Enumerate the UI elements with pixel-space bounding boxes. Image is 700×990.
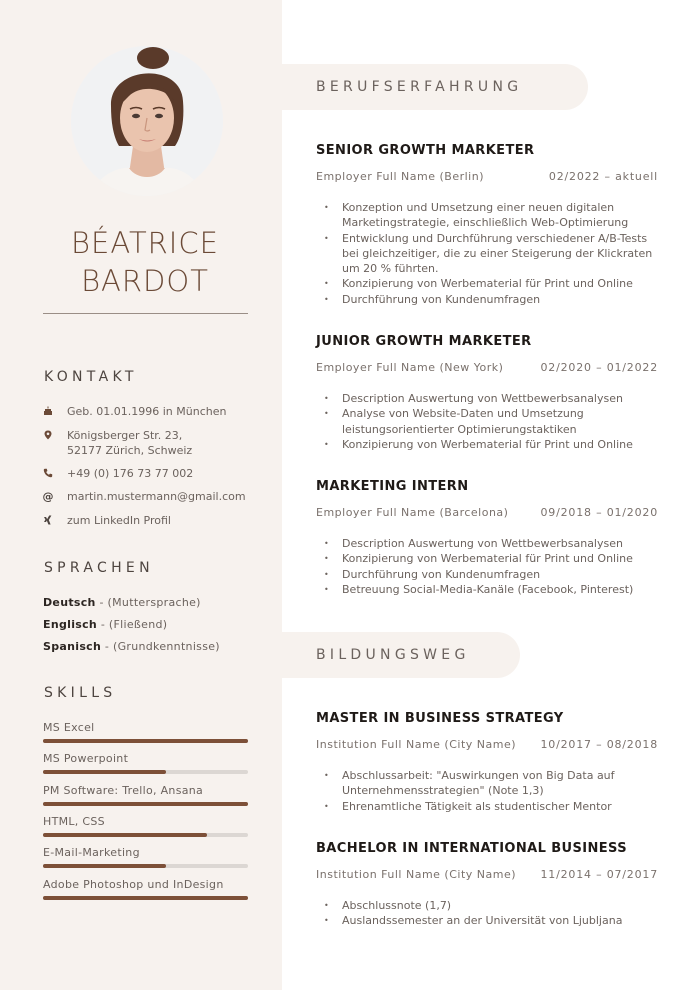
skill-bar-fill [43,739,248,743]
contact-heading: KONTAKT [44,369,138,385]
skill-bar-fill [43,896,248,900]
skill-label: E-Mail-Marketing [43,846,140,859]
skill-bar-fill [43,770,166,774]
last-name: BARDOT [81,264,209,298]
job-title: MARKETING INTERN [316,479,469,494]
skill-bar-fill [43,833,207,837]
list-item: • Analyse von Website-Daten und Umsetzung leistungsorientierter Optimierungstaktiken [324,406,654,437]
skill-bar [43,739,248,743]
skill-label: PM Software: Trello, Ansana [43,784,204,797]
list-item: • Konzeption und Umsetzung einer neuen digitalen Marketingstrategie, einschließlich Web-Optimierung [324,200,654,231]
list-item: • Description Auswertung von Wettbewerbsanalysen [324,391,654,406]
skill-bar [43,833,248,837]
skill-bar [43,770,248,774]
job-dates: 02/2020 – 01/2022 [540,361,658,374]
list-item: • Ehrenamtliche Tätigkeit als studentischer Mentor [324,799,654,814]
list-item: • Durchführung von Kundenumfragen [324,292,654,307]
institution-name: Institution Full Name (City Name) [316,868,517,881]
cake-icon [43,406,53,416]
language-spanish: Spanisch - (Grundkenntnisse) [43,640,220,653]
skill-bar [43,864,248,868]
skill-bar-fill [43,802,248,806]
contact-address: Königsberger Str. 23, 52177 Zürich, Schweiz [43,428,263,458]
contact-email[interactable]: @ martin.mustermann@gmail.com [42,489,246,503]
education-heading: BILDUNGSWEG [316,647,470,663]
profile-photo [71,46,223,196]
language-german: Deutsch - (Muttersprache) [43,596,201,609]
location-pin-icon [43,430,53,440]
skill-label: MS Excel [43,721,95,734]
skill-label: HTML, CSS [43,815,105,828]
list-item: • Auslandssemester an der Universität von Ljubljana [324,913,654,928]
contact-phone: +49 (0) 176 73 77 002 [43,466,263,481]
list-item: • Betreuung Social-Media-Kanäle (Facebook, Pinterest) [324,582,654,597]
degree-title: BACHELOR IN INTERNATIONAL BUSINESS [316,841,628,856]
skill-label: MS Powerpoint [43,752,129,765]
contact-linkedin[interactable]: zum LinkedIn Profil [43,513,263,528]
degree-dates: 11/2014 – 07/2017 [540,868,658,881]
job-title: JUNIOR GROWTH MARKETER [316,334,532,349]
degree-bullets [324,898,654,929]
job-employer: Employer Full Name (Barcelona) [316,506,509,519]
sidebar [0,0,282,990]
xing-icon [43,515,53,525]
list-item: • Entwicklung und Durchführung verschiedener A/B-Tests bei gleichzeitiger, die zu einer Steigerung der Klickraten um 20 % führten. [324,231,654,277]
degree-bullets [324,768,654,814]
job-employer: Employer Full Name (Berlin) [316,170,484,183]
job-bullets [324,391,654,452]
phone-icon [43,468,53,478]
list-item: • Description Auswertung von Wettbewerbsanalysen [324,536,654,551]
at-icon: @ [42,489,54,503]
experience-heading: BERUFSERFAHRUNG [316,79,523,95]
language-english: Englisch - (Fließend) [43,618,168,631]
job-title: SENIOR GROWTH MARKETER [316,143,535,158]
degree-title: MASTER IN BUSINESS STRATEGY [316,711,564,726]
institution-name: Institution Full Name (City Name) [316,738,517,751]
job-dates: 02/2022 – aktuell [548,170,658,183]
list-item: • Durchführung von Kundenumfragen [324,567,654,582]
list-item: • Konzipierung von Werbematerial für Print und Online [324,437,654,452]
list-item: • Konzipierung von Werbematerial für Print und Online [324,551,654,566]
job-bullets [324,536,654,597]
list-item: • Konzipierung von Werbematerial für Print und Online [324,276,654,291]
contact-birthdate: Geb. 01.01.1996 in München [43,404,263,419]
list-item: • Abschlussnote (1,7) [324,898,654,913]
skill-bar-fill [43,864,166,868]
languages-heading: SPRACHEN [44,560,154,576]
skill-bar [43,802,248,806]
skills-heading: SKILLS [44,685,117,701]
degree-dates: 10/2017 – 08/2018 [540,738,658,751]
job-employer: Employer Full Name (New York) [316,361,504,374]
first-name: BÉATRICE [71,226,219,260]
skill-label: Adobe Photoshop und InDesign [43,878,224,891]
job-bullets [324,200,654,307]
name-divider [43,313,248,314]
skill-bar [43,896,248,900]
job-dates: 09/2018 – 01/2020 [540,506,658,519]
list-item: • Abschlussarbeit: "Auswirkungen von Big Data auf Unternehmensstrategien" (Note 1,3) [324,768,654,799]
